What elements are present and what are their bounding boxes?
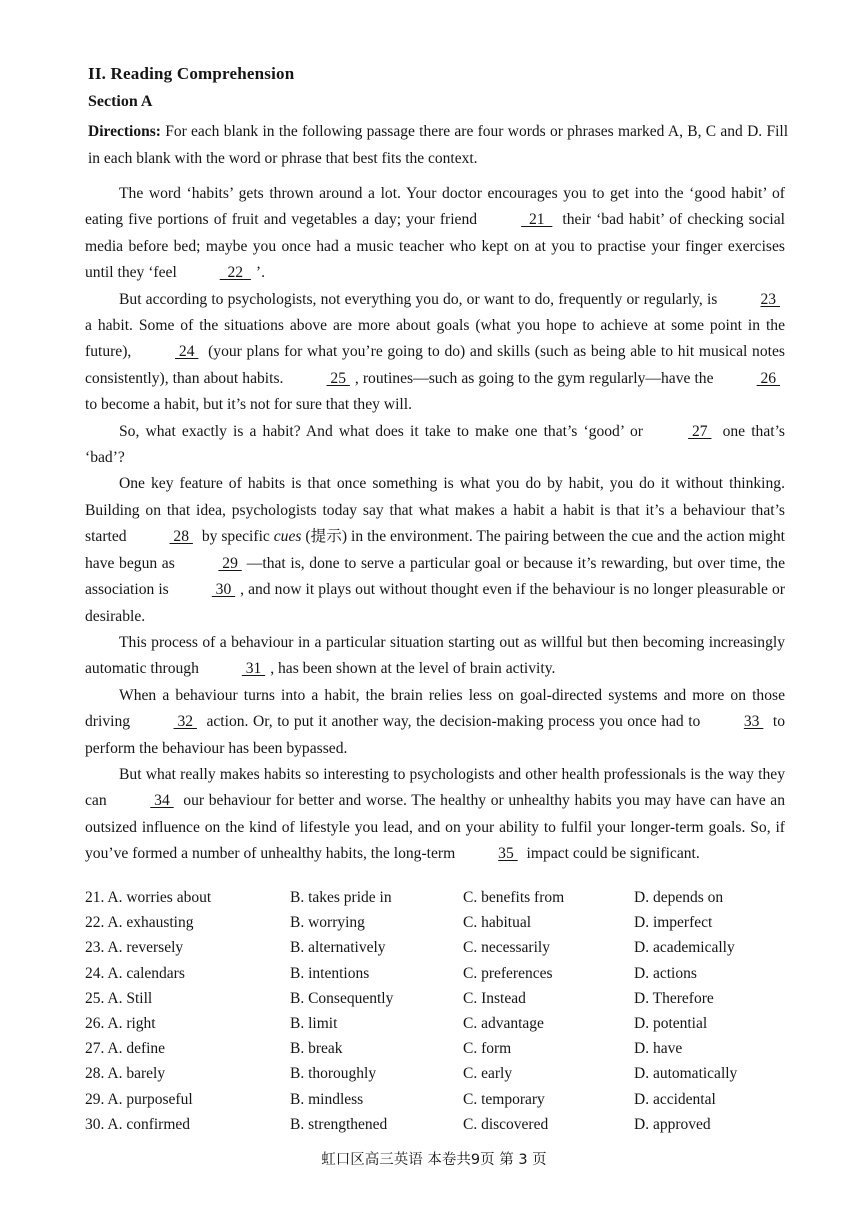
passage-text: This process of a behaviour in a particular situation starting out as willful but then becoming increasingly automatic through [85, 633, 785, 678]
passage-paragraph [85, 683, 785, 762]
answer-choice[interactable]: 24. A. calendars [85, 964, 185, 982]
passage-text: , has been shown at the level of brain activity. [270, 660, 556, 678]
question-option-row [85, 1116, 785, 1141]
passage-text: ’. [255, 264, 265, 282]
answer-blank[interactable]: 26 [756, 369, 780, 387]
answer-choice[interactable]: C. discovered [463, 1115, 549, 1133]
answer-blank[interactable]: 22 [219, 264, 251, 282]
passage-text: —that is, done to serve a particular goal or because it’s rewarding, but over time, the association is [85, 554, 785, 599]
answer-choice[interactable]: 21. A. worries about [85, 889, 212, 906]
question-option-row [85, 914, 785, 939]
part-heading: II. Reading Comprehension [88, 64, 295, 83]
answer-choice[interactable]: B. worrying [290, 914, 365, 932]
answer-choice[interactable]: B. mindless [290, 1090, 364, 1108]
answer-choice[interactable]: 27. A. define [85, 1040, 166, 1058]
answer-choice[interactable]: D. have [634, 1040, 683, 1058]
answer-choice[interactable]: D. imperfect [634, 914, 713, 932]
passage-text: our behaviour for better and worse. The healthy or unhealthy habits you may have can have an outsized influence on the kind of lifestyle you lead, and on your ability to fulfil your longer-term goals. So, if you’ve formed a number of unhealthy habits, the long-term [85, 792, 785, 863]
page-footer: 虹口区高三英语 本卷共9页 第 3 页 [321, 1152, 547, 1168]
answer-choice[interactable]: C. necessarily [463, 939, 550, 957]
passage-text: So, what exactly is a habit? And what does it take to make one that’s ‘good’ or [119, 422, 650, 440]
answer-blank[interactable]: 33 [743, 713, 764, 731]
passage-text: by specific [197, 528, 274, 546]
answer-choice[interactable]: C. habitual [463, 914, 532, 932]
answer-blank[interactable]: 27 [688, 422, 712, 440]
answer-blank[interactable]: 29 [218, 554, 242, 572]
answer-choice[interactable]: C. temporary [463, 1090, 545, 1108]
answer-choice[interactable]: C. Instead [463, 989, 526, 1007]
question-option-row [85, 939, 785, 964]
passage-paragraph [85, 419, 785, 472]
question-option-row [85, 1040, 785, 1065]
answer-choice[interactable]: C. preferences [463, 964, 553, 982]
passage-text: (提示) in the environment. The pairing between the cue and the action might have begun as [85, 528, 785, 572]
answer-blank[interactable]: 31 [241, 660, 266, 678]
passage-text: The word ‘habits’ gets thrown around a lot. Your doctor encourages you to get into the ‘good habit’ of eating five portions of fruit and vegetables a day; your friend [85, 185, 785, 229]
answer-choice[interactable]: 25. A. Still [85, 989, 153, 1007]
answer-blank[interactable]: 28 [169, 528, 193, 546]
answer-choice[interactable]: 30. A. confirmed [85, 1115, 191, 1133]
passage-text: , routines—such as going to the gym regularly—have the [354, 369, 718, 387]
passage-text: one that’s ‘bad’? [85, 422, 785, 467]
question-option-row [85, 965, 785, 990]
answer-blank[interactable]: 25 [326, 369, 350, 387]
answer-blank[interactable]: 24 [175, 343, 199, 361]
passage-text: action. Or, to put it another way, the decision-making process you once had to [201, 713, 705, 731]
directions-text: For each blank in the following passage there are four words or phrases marked A, B, C and D. Fill in each blank with the word or phrase that best fits the context. [88, 123, 788, 167]
answer-choice[interactable]: B. strengthened [290, 1115, 388, 1133]
passage [85, 181, 785, 868]
question-option-row [85, 1091, 785, 1116]
answer-choice[interactable]: B. Consequently [290, 989, 394, 1007]
answer-choice[interactable]: D. depends on [634, 889, 724, 906]
answer-blank[interactable]: 34 [150, 792, 174, 810]
passage-paragraph [85, 181, 785, 287]
passage-text: impact could be significant. [522, 845, 700, 863]
answer-blank[interactable]: 35 [498, 845, 518, 863]
passage-text: One key feature of habits is that once something is what you do by habit, you do it without thinking. Building on that idea, psychologists today say that what makes a habit a habit is that it’s a behaviour that’s started [85, 475, 785, 546]
answer-choice[interactable]: B. break [290, 1040, 343, 1058]
answer-choice[interactable]: C. advantage [463, 1014, 544, 1032]
answer-blank[interactable]: 32 [173, 713, 197, 731]
answer-choice[interactable]: C. benefits from [463, 889, 565, 906]
answer-choice[interactable]: C. form [463, 1040, 512, 1058]
answer-choice[interactable]: B. takes pride in [290, 889, 392, 906]
passage-paragraph [85, 762, 785, 868]
answer-blank[interactable]: 21 [521, 211, 553, 229]
passage-paragraph [85, 471, 785, 629]
answer-choice[interactable]: 22. A. exhausting [85, 914, 194, 932]
directions [88, 118, 788, 172]
passage-text: (your plans for what you’re going to do) and skills (such as being able to hit musical notes consistently), than about habits. [85, 343, 785, 387]
answer-choice[interactable]: B. thoroughly [290, 1065, 377, 1083]
answer-choice[interactable]: B. alternatively [290, 939, 386, 957]
answer-choice[interactable]: D. accidental [634, 1090, 716, 1108]
answer-choice[interactable]: 23. A. reversely [85, 939, 184, 957]
passage-text: to perform the behaviour has been bypassed. [85, 713, 785, 757]
question-option-row [85, 1065, 785, 1090]
question-option-row [85, 889, 785, 914]
directions-label: Directions: [88, 123, 161, 140]
answer-choice[interactable]: B. limit [290, 1014, 338, 1032]
passage-paragraph [85, 630, 785, 683]
answer-choice[interactable]: 29. A. purposeful [85, 1090, 193, 1108]
answer-choice[interactable]: D. academically [634, 939, 735, 957]
answer-choice[interactable]: C. early [463, 1065, 513, 1083]
italic-term: cues [273, 528, 302, 546]
passage-text: , and now it plays out without thought even if the behaviour is no longer pleasurable or desirable. [85, 581, 785, 625]
question-option-row [85, 990, 785, 1015]
passage-text: their ‘bad habit’ of checking social media before bed; maybe you once had a music teacher who kept on at you to practise your finger exercises until they ‘feel [85, 211, 785, 282]
question-option-row [85, 1015, 785, 1040]
passage-text: a habit. Some of the situations above are more about goals (what you hope to achieve at some point in the future), [85, 317, 785, 361]
passage-text: But according to psychologists, not everything you do, or want to do, frequently or regularly, is [119, 290, 722, 308]
answer-choice[interactable]: D. actions [634, 964, 697, 982]
section-heading: Section A [88, 93, 153, 110]
answer-choice[interactable]: 26. A. right [85, 1014, 156, 1032]
passage-text: to become a habit, but it’s not for sure that they will. [85, 396, 412, 414]
answer-choice[interactable]: 28. A. barely [85, 1065, 166, 1083]
answer-choice[interactable]: D. approved [634, 1115, 711, 1133]
passage-paragraph [85, 287, 785, 419]
answer-options [85, 889, 785, 1141]
passage-text: When a behaviour turns into a habit, the brain relies less on goal-directed systems and more on those driving [85, 686, 785, 731]
passage-text: But what really makes habits so interesting to psychologists and other health professionals is the way they can [85, 765, 785, 810]
answer-choice[interactable]: D. Therefore [634, 989, 714, 1007]
answer-choice[interactable]: D. automatically [634, 1065, 738, 1083]
answer-choice[interactable]: B. intentions [290, 964, 370, 982]
answer-blank[interactable]: 30 [211, 581, 236, 599]
answer-choice[interactable]: D. potential [634, 1014, 708, 1032]
answer-blank[interactable]: 23 [760, 290, 780, 308]
